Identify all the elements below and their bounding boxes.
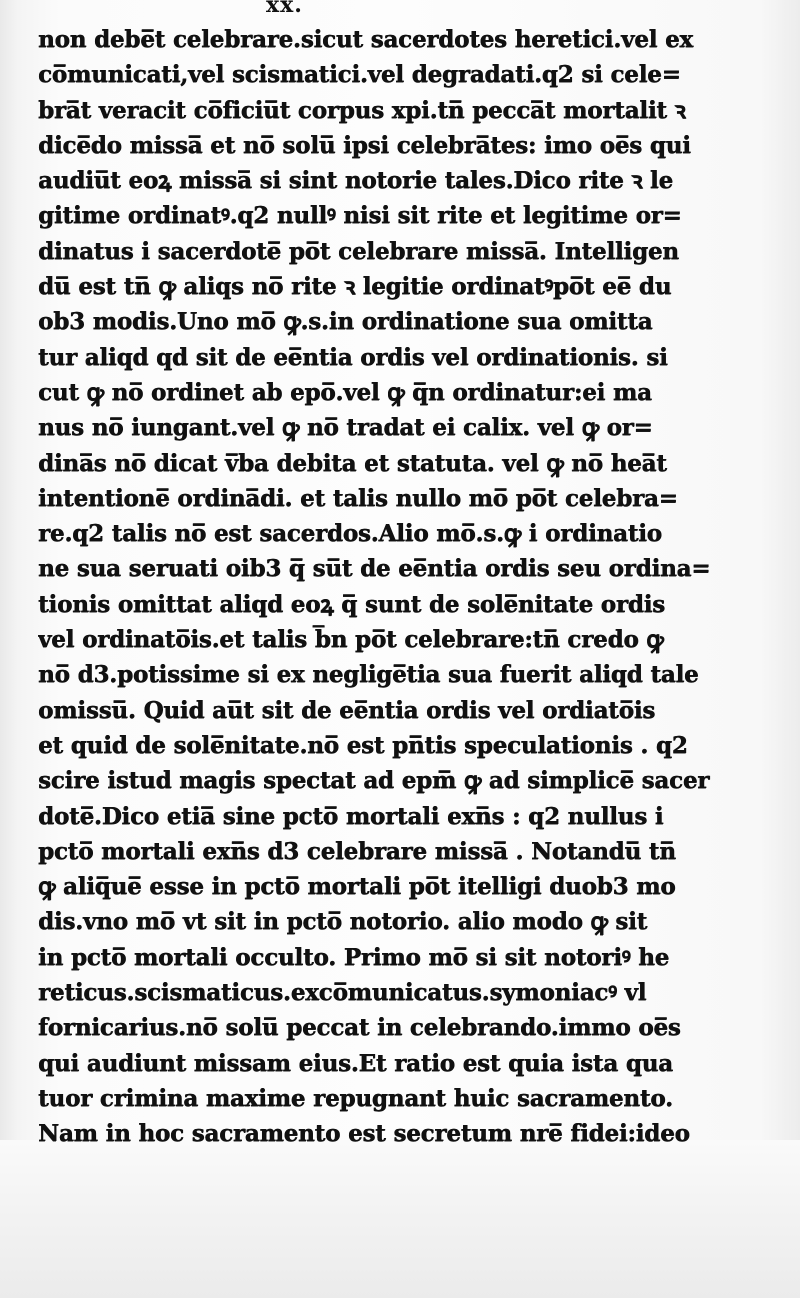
text-line: cut ꝙ no̅ ordinet ab epo̅.vel ꝙ q̅n ordinatur:ei ma — [38, 378, 652, 406]
text-line: nus no̅ iungant.vel ꝙ no̅ tradat ei calix. vel ꝙ or= — [38, 414, 653, 442]
text-line: qui audiunt missam eius.Et ratio est quia ista qua — [38, 1049, 673, 1077]
text-line: bra̅t veracit co̅ficiu̅t corpus xpi.tn̅ pecca̅t mortalit ꝛ — [38, 96, 686, 124]
blackletter-text-block — [38, 22, 743, 1152]
text-line: dote̅.Dico etia̅ sine pcto̅ mortali exn̅s : q2 nullus i — [38, 802, 664, 830]
text-line: co̅municati,vel scismatici.vel degradati.q2 si cele= — [38, 61, 681, 89]
text-line: omissu̅. Quid au̅t sit de ee̅ntia ordis vel ordiato̅is — [38, 696, 655, 724]
text-line: vel ordinato̅is.et talis b̅n po̅t celebrare:tn̅ credo ꝙ — [38, 626, 664, 654]
text-line: tionis omittat aliqd eoꝝ q̅ sunt de sole̅nitate ordis — [38, 590, 665, 618]
text-line: re.q2 talis no̅ est sacerdos.Alio mo̅.s.ꝙ i ordinatio — [38, 520, 662, 548]
text-line: intentione̅ ordina̅di. et talis nullo mo̅ po̅t celebra= — [38, 484, 678, 512]
page-bottom-margin — [0, 1140, 800, 1298]
text-line: pcto̅ mortali exn̅s d3 celebrare missa̅ . Notandu̅ tn̅ — [38, 837, 676, 865]
text-line: ꝙ aliq̅ue̅ esse in pcto̅ mortali po̅t itelligi duob3 mo — [38, 873, 676, 901]
text-line: tuor crimina maxime repugnant huic sacramento. — [38, 1084, 673, 1112]
text-line: gitime ordinatꝰ.q2 nullꝰ nisi sit rite et legitime or= — [38, 202, 682, 230]
text-line: fornicarius.no̅ solu̅ peccat in celebrando.immo oe̅s — [38, 1014, 681, 1042]
text-line: reticus.scismaticus.exco̅municatus.symoniacꝰ vl — [38, 979, 647, 1007]
text-line: tur aliqd qd sit de ee̅ntia ordis vel ordinationis. si — [38, 343, 668, 371]
text-line: audiu̅t eoꝝ missa̅ si sint notorie tales.Dico rite ꝛ le — [38, 167, 673, 195]
text-line: et quid de sole̅nitate.no̅ est pn̅tis speculationis . q2 — [38, 731, 688, 759]
text-line: ob3 modis.Uno mo̅ ꝙ.s.in ordinatione sua omitta — [38, 308, 653, 336]
folio-number: xx. — [266, 0, 303, 18]
text-line: dinatus i sacerdote̅ po̅t celebrare missa̅. Intelligen — [38, 237, 679, 265]
text-line: dina̅s no̅ dicat v̅ba debita et statuta. vel ꝙ no̅ hea̅t — [38, 449, 667, 477]
text-line: no̅ d3.potissime si ex neglige̅tia sua fuerit aliqd tale — [38, 661, 699, 689]
text-line: ne sua seruati oib3 q̅ su̅t de ee̅ntia ordis seu ordina= — [38, 555, 711, 583]
text-line: dis.vno mo̅ vt sit in pcto̅ notorio. alio modo ꝙ sit — [38, 908, 647, 936]
text-line: scire istud magis spectat ad epm̅ ꝙ ad simplice̅ sacer — [38, 767, 710, 795]
text-line: dice̅do missa̅ et no̅ solu̅ ipsi celebra̅tes: imo oe̅s qui — [38, 131, 691, 159]
text-line: Nam in hoc sacramento est secretum nre̅ fidei:ideo — [38, 1120, 690, 1148]
text-line: non debe̅t celebrare.sicut sacerdotes heretici.vel ex — [38, 26, 693, 53]
text-line: du̅ est tn̅ ꝙ aliqs no̅ rite ꝛ legitie ordinatꝰpo̅t ee̅ du — [38, 273, 672, 301]
text-line: in pcto̅ mortali occulto. Primo mo̅ si sit notoriꝰ he — [38, 943, 670, 971]
